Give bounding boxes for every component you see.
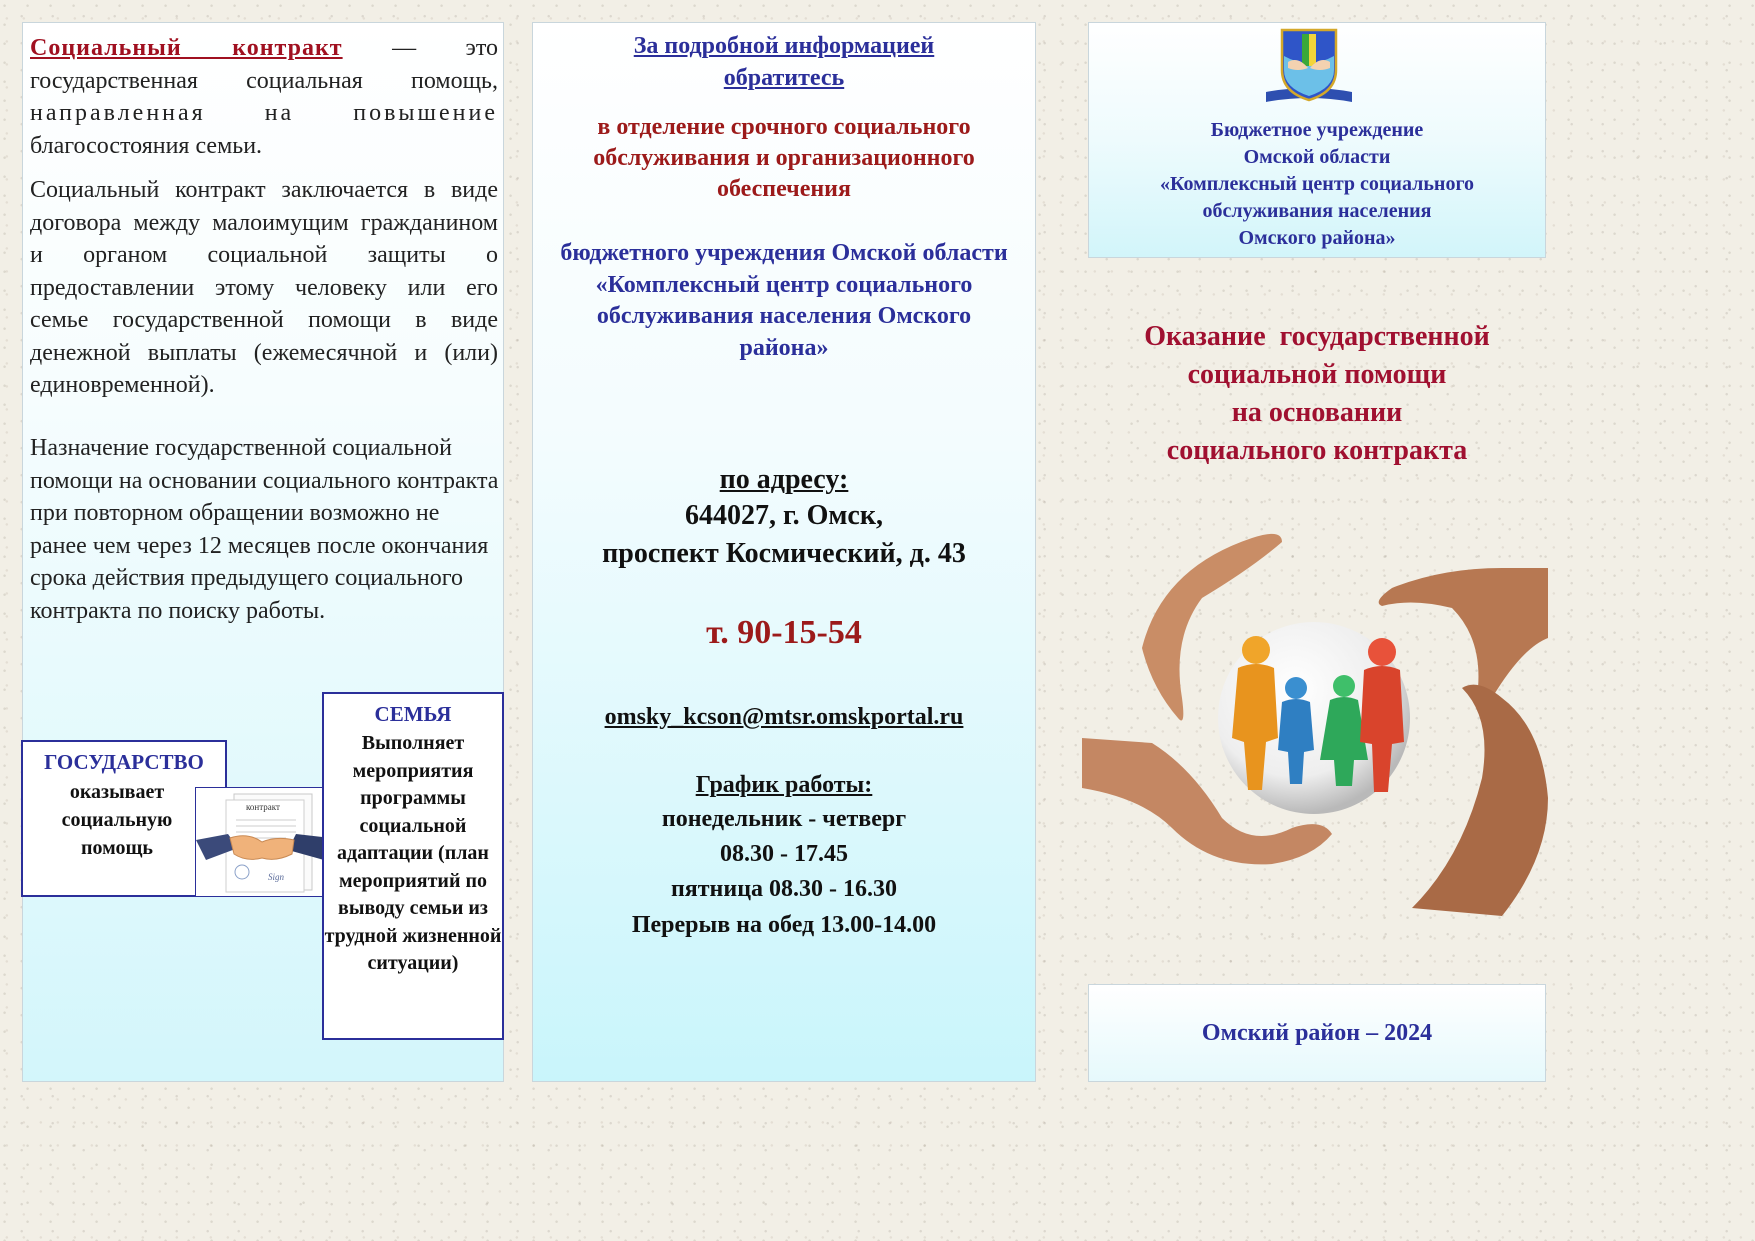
schedule-label bbox=[532, 772, 1036, 799]
family-title: СЕМЬЯ bbox=[374, 702, 452, 726]
family-box bbox=[322, 692, 504, 1040]
organization-name: бюджетного учреждения Омской области «Комплексный центр социального обслуживания населения Омского района» bbox=[560, 240, 1008, 361]
crest-icon bbox=[1262, 26, 1356, 112]
contract-paragraph: Социальный контракт заключается в виде договора между малоимущим гражданином и органом социальной защиты о предоставлении этому человеку или его семье государственной помощи в виде денежной выплаты (ежемесячной и (или) единовременной). bbox=[30, 177, 498, 398]
header-org-name bbox=[1088, 117, 1546, 252]
phone-number: т. 90-15-54 bbox=[706, 614, 862, 651]
definition-paragraph bbox=[30, 32, 498, 162]
term-social-contract: Социальный контракт bbox=[30, 35, 343, 61]
schedule-line-3: пятница 08.30 - 16.30 bbox=[670, 876, 898, 902]
repeat-paragraph: Назначение государственной социальной помощи на основании социального контракта при повторном обращении возможно не ранее чем через 12 месяцев после окончания срока действия предыдущего социального контракта по поиску работы. bbox=[30, 435, 499, 624]
state-body: оказывает социальную помощь bbox=[61, 781, 173, 859]
address-line-2: проспект Космический, д. 43 bbox=[602, 538, 966, 569]
definition-text: — это государственная социальная помощь, bbox=[30, 35, 498, 94]
title-line-3: на основании bbox=[1231, 397, 1403, 428]
state-title: ГОСУДАРСТВО bbox=[44, 750, 204, 774]
title-line-1: Оказание государственной bbox=[1144, 321, 1490, 352]
email-text[interactable]: omsky_kcson@mtsr.omskportal.ru bbox=[604, 704, 964, 730]
address-label bbox=[532, 464, 1036, 496]
schedule-line-2: 08.30 - 17.45 bbox=[720, 841, 848, 867]
definition-text-spaced: направленная на повышение bbox=[30, 100, 498, 126]
schedule-label-text: График работы: bbox=[695, 772, 873, 798]
email-link[interactable] bbox=[532, 704, 1036, 731]
brochure-title bbox=[1088, 318, 1546, 470]
handshake-icon bbox=[195, 787, 332, 897]
schedule-line-4: Перерыв на обед 13.00-14.00 bbox=[631, 912, 937, 938]
org-line-4: обслуживания населения bbox=[1202, 200, 1432, 222]
hands-family-icon bbox=[1082, 528, 1548, 916]
definition-text-end: благосостояния семьи. bbox=[30, 132, 263, 159]
contact-intro: За подробной информацией обратитесь bbox=[633, 33, 935, 91]
family-body: Выполняет мероприятия программы социальной адаптации (план мероприятий по выводу семьи из трудной жизненной ситуации) bbox=[324, 732, 502, 974]
department-name: в отделение срочного социального обслуживания и организационного обеспечения bbox=[593, 114, 975, 202]
contract-label: контракт bbox=[246, 802, 280, 812]
contract-sign: Sign bbox=[268, 872, 285, 882]
org-line-2: Омской области bbox=[1243, 146, 1391, 168]
address-label-text: по адресу: bbox=[719, 464, 849, 495]
org-line-3: «Комплексный центр социального bbox=[1159, 173, 1475, 195]
footer-text: Омский район – 2024 bbox=[1201, 1020, 1433, 1046]
title-line-4: социального контракта bbox=[1166, 435, 1468, 466]
org-line-1: Бюджетное учреждение bbox=[1210, 119, 1424, 141]
schedule-line-1: понедельник - четверг bbox=[661, 806, 907, 832]
address-line-1: 644027, г. Омск, bbox=[685, 500, 883, 531]
title-line-2: социальной помощи bbox=[1187, 359, 1447, 390]
org-line-5: Омского района» bbox=[1238, 227, 1396, 249]
